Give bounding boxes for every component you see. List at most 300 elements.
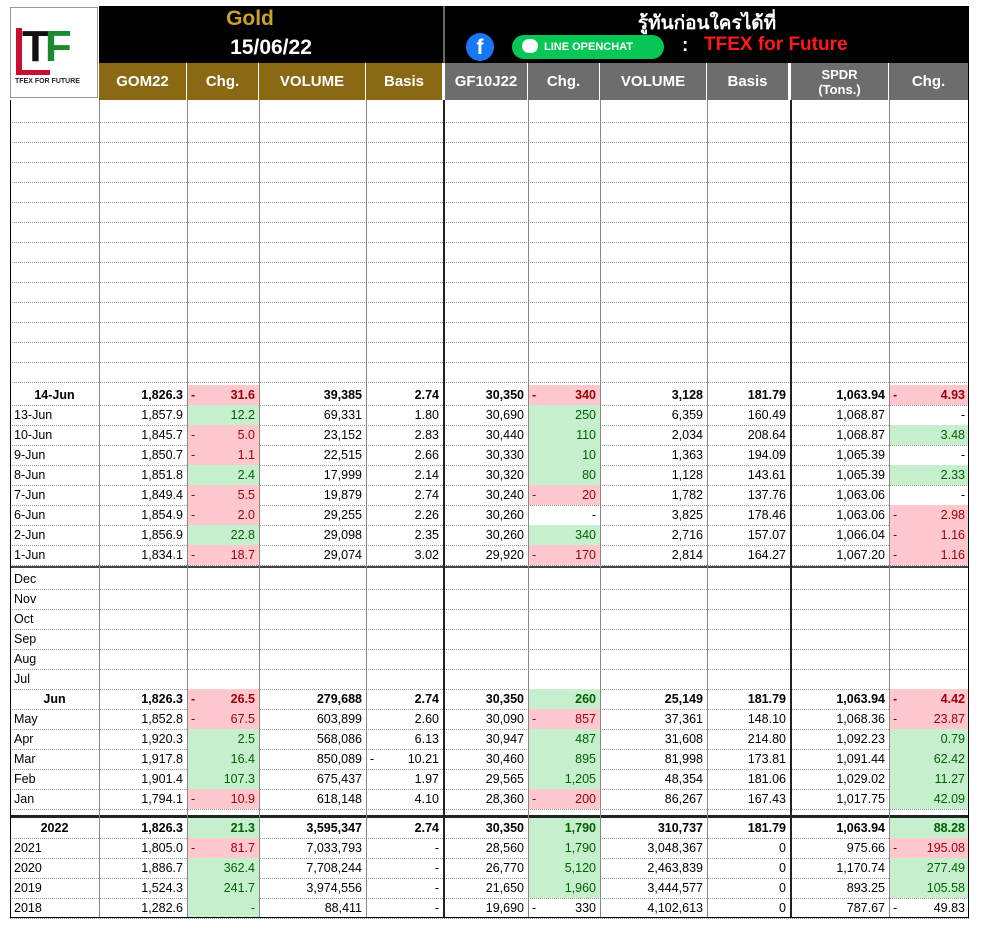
cell-c2: 16.4 (187, 749, 259, 769)
cell-c7: 1,782 (671, 488, 703, 502)
cell-c4: 2.35 (414, 528, 439, 542)
cell-c2: 5.5 - (187, 485, 259, 505)
cell-c7: 25,149 (664, 692, 703, 706)
cell-c8: 194.09 (747, 448, 786, 462)
cell-c4: - (434, 901, 439, 915)
cell-c4: 2.26 (414, 508, 439, 522)
cell-c8: 157.07 (747, 528, 786, 542)
cell-c2: 362.4 (187, 858, 259, 878)
cell-c6: 20 - (528, 485, 600, 505)
minus-sign: - (532, 388, 537, 402)
cell-c9: 975.66 (846, 841, 885, 855)
cell-c8: 214.80 (747, 732, 786, 746)
minus-sign: - (893, 841, 898, 855)
cell-c5: 19,690 (485, 901, 524, 915)
month-label: Jul (14, 672, 30, 686)
cell-c5: 30,350 (485, 388, 524, 402)
section-separator (10, 566, 969, 568)
cell-c9: 1,063.94 (836, 692, 885, 706)
cell-c10: 0.79 (889, 729, 969, 749)
minus-sign: - (893, 548, 898, 562)
row-gridline (10, 242, 969, 243)
column-divider (187, 100, 188, 918)
cell-c3: 7,033,793 (306, 841, 362, 855)
cell-c10: 277.49 (889, 858, 969, 878)
title-suffix: Summary (273, 7, 376, 30)
cell-c3: 19,879 (323, 488, 362, 502)
brand-name: TFEX for Future (704, 34, 848, 55)
cell-c10: 4.42 - (889, 689, 969, 709)
cell-c2: - (187, 898, 259, 918)
col-header-basis-1: Basis (366, 63, 443, 100)
cell-c10: 88.28 (889, 818, 969, 838)
cell-c9: 1,068.36 (836, 712, 885, 726)
cell-c1: 1,805.0 (141, 841, 183, 855)
cell-label: Apr (14, 732, 34, 746)
cell-label: Feb (14, 772, 36, 786)
row-gridline (10, 609, 969, 610)
cell-c10: - (960, 408, 965, 422)
cell-label: 2021 (14, 841, 42, 855)
minus-sign: - (893, 388, 898, 402)
month-label: Sep (14, 632, 37, 646)
cell-c10: 2.98 - (889, 505, 969, 525)
cell-c3: 675,437 (316, 772, 362, 786)
cell-c2: 1.1 - (187, 445, 259, 465)
cell-c3: 29,098 (323, 528, 362, 542)
month-label: Oct (14, 612, 34, 626)
report-date: 15/06/22 (230, 36, 312, 59)
title-prefix: TFEX (166, 7, 227, 30)
col-header-basis-2: Basis (707, 63, 789, 100)
cell-c3: 568,086 (316, 732, 362, 746)
cell-c2: 12.2 (187, 405, 259, 425)
cell-c8: 0 (779, 841, 786, 855)
cell-c6: 330 - (532, 901, 596, 915)
cell-c8: 143.61 (747, 468, 786, 482)
cell-c6: 170 - (528, 545, 600, 565)
col-header-chg-2: Chg. (528, 63, 600, 100)
cell-c7: 2,814 (671, 548, 703, 562)
cell-c3: 22,515 (323, 448, 362, 462)
cell-c1: 1,917.8 (141, 752, 183, 766)
cell-c9: 1,065.39 (836, 448, 885, 462)
cell-c10: 3.48 (889, 425, 969, 445)
cell-c10: 42.09 (889, 789, 969, 809)
minus-sign: - (191, 841, 196, 855)
cell-label: 2018 (14, 901, 42, 915)
row-gridline (10, 809, 969, 810)
cell-c2: 67.5 - (187, 709, 259, 729)
cell-c8: 0 (779, 881, 786, 895)
cell-c4: 10.21 - (370, 752, 439, 766)
cell-c3: 88,411 (324, 901, 362, 915)
cell-c5: 30,260 (485, 528, 524, 542)
cell-c5: 30,330 (485, 448, 524, 462)
cell-c8: 208.64 (747, 428, 786, 442)
column-divider (790, 100, 792, 918)
row-gridline (10, 649, 969, 650)
cell-c5: 30,350 (485, 692, 524, 706)
minus-sign: - (893, 528, 898, 542)
minus-sign: - (191, 488, 196, 502)
table-bottom-border (10, 917, 969, 918)
cell-c1: 1,856.9 (141, 528, 183, 542)
cell-c6: 80 (528, 465, 600, 485)
tfex-logo (10, 7, 98, 98)
cell-c8: 181.79 (747, 821, 786, 835)
row-gridline (10, 629, 969, 630)
cell-c1: 1,920.3 (141, 732, 183, 746)
cell-c4: 2.74 (414, 388, 439, 402)
cell-c6: 895 (528, 749, 600, 769)
cell-c9: 1,066.04 (836, 528, 885, 542)
spdr-label: SPDR (821, 66, 858, 82)
cell-c9: 1,063.06 (836, 488, 885, 502)
cell-c6: 200 - (528, 789, 600, 809)
cell-label: 14-Jun (34, 388, 75, 402)
cell-c3: 29,074 (323, 548, 362, 562)
cell-c8: 173.81 (747, 752, 786, 766)
row-gridline (10, 262, 969, 263)
cell-c2: 22.8 (187, 525, 259, 545)
month-label: Aug (14, 652, 37, 666)
table-right-border (968, 6, 969, 918)
cell-c8: 137.76 (747, 488, 786, 502)
logo-letters: TF (22, 22, 68, 71)
cell-c7: 3,444,577 (647, 881, 703, 895)
row-gridline (10, 322, 969, 323)
cell-c4: 2.83 (414, 428, 439, 442)
col-header-volume-2: VOLUME (600, 63, 707, 100)
minus-sign: - (532, 548, 537, 562)
cell-c7: 2,463,839 (647, 861, 703, 875)
cell-label: Mar (14, 752, 36, 766)
cell-label: 2022 (40, 821, 69, 835)
cell-label: May (14, 712, 38, 726)
cell-c9: 1,063.94 (836, 821, 885, 835)
cell-label: 7-Jun (14, 488, 46, 502)
row-gridline (10, 182, 969, 183)
cell-c3: 17,999 (323, 468, 362, 482)
minus-sign: - (191, 712, 196, 726)
cell-c1: 1,826.3 (141, 388, 183, 402)
cell-c1: 1,282.6 (141, 901, 183, 915)
cell-c10: 195.08 - (889, 838, 969, 858)
line-chat-icon (522, 39, 538, 53)
cell-c7: 37,361 (664, 712, 703, 726)
row-gridline (10, 362, 969, 363)
cell-c6: 250 (528, 405, 600, 425)
cell-c4: 2.74 (414, 692, 439, 706)
cell-c6: 110 (528, 425, 600, 445)
cell-label: 8-Jun (14, 468, 46, 482)
cell-c10: - (960, 488, 965, 502)
line-openchat-label: LINE OPENCHAT (544, 41, 634, 53)
cell-c8: 164.27 (747, 548, 786, 562)
cell-c10: 23.87 - (889, 709, 969, 729)
cell-c9: 1,170.74 (836, 861, 885, 875)
cell-c4: 2.74 (414, 488, 439, 502)
thai-slogan: รู้ทันก่อนใครได้ที่ (637, 12, 777, 34)
row-gridline (10, 282, 969, 283)
cell-c3: 23,152 (323, 428, 362, 442)
cell-c6: 857 - (528, 709, 600, 729)
cell-c1: 1,857.9 (141, 408, 183, 422)
cell-c8: 0 (779, 901, 786, 915)
cell-c6: 260 (528, 689, 600, 709)
cell-c8: 181.06 (747, 772, 786, 786)
col-header-chg-1: Chg. (187, 63, 259, 100)
cell-c3: 618,148 (316, 792, 362, 806)
cell-c10: - (960, 448, 965, 462)
header-divider (443, 6, 445, 63)
col-header-gf10j22: GF10J22 (445, 63, 528, 100)
row-gridline (10, 918, 969, 919)
cell-c9: 1,063.94 (836, 388, 885, 402)
cell-c7: 6,359 (671, 408, 703, 422)
cell-c2: 31.6 - (187, 385, 259, 405)
cell-c9: 1,029.02 (836, 772, 885, 786)
cell-c8: 181.79 (747, 692, 786, 706)
cell-c4: 2.74 (414, 821, 439, 835)
cell-c4: 2.14 (414, 468, 439, 482)
cell-c5: 30,690 (485, 408, 524, 422)
column-divider (259, 100, 260, 918)
cell-label: 2020 (14, 861, 42, 875)
cell-c9: 1,067.20 (836, 548, 885, 562)
cell-label: 10-Jun (14, 428, 53, 442)
facebook-icon[interactable]: f (466, 33, 494, 61)
minus-sign: - (191, 448, 196, 462)
cell-c10: 1.16 - (889, 545, 969, 565)
month-label: Dec (14, 572, 37, 586)
cell-c1: 1,901.4 (141, 772, 183, 786)
cell-label: 1-Jun (14, 548, 46, 562)
cell-c10: 1.16 - (889, 525, 969, 545)
cell-c4: 1.97 (414, 772, 439, 786)
page-title (100, 7, 442, 31)
cell-c6: - (591, 508, 596, 522)
cell-c9: 1,091.44 (836, 752, 885, 766)
cell-c7: 4,102,613 (647, 901, 703, 915)
cell-c5: 28,560 (485, 841, 524, 855)
header-colon: : (682, 35, 689, 56)
cell-label: 6-Jun (14, 508, 46, 522)
cell-c4: - (434, 841, 439, 855)
minus-sign: - (191, 792, 196, 806)
col-header-gom22: GOM22 (99, 63, 187, 100)
minus-sign: - (532, 712, 537, 726)
cell-c1: 1,826.3 (141, 692, 183, 706)
column-divider (707, 100, 708, 918)
line-openchat-button[interactable] (512, 35, 664, 59)
minus-sign: - (191, 548, 196, 562)
cell-c6: 1,205 (528, 769, 600, 789)
cell-c1: 1,834.1 (141, 548, 183, 562)
cell-c7: 3,128 (671, 388, 703, 402)
cell-c9: 1,063.06 (836, 508, 885, 522)
cell-c3: 7,708,244 (306, 861, 362, 875)
cell-c4: - (434, 881, 439, 895)
cell-c10: 11.27 (889, 769, 969, 789)
cell-c3: 850,089 (316, 752, 362, 766)
cell-c6: 10 (528, 445, 600, 465)
cell-c10: 105.58 (889, 878, 969, 898)
cell-c5: 29,920 (485, 548, 524, 562)
cell-c1: 1,886.7 (141, 861, 183, 875)
cell-c2: 18.7 - (187, 545, 259, 565)
cell-label: Jan (14, 792, 35, 806)
cell-label: 9-Jun (14, 448, 46, 462)
cell-c7: 48,354 (664, 772, 703, 786)
row-gridline (10, 589, 969, 590)
cell-c8: 148.10 (747, 712, 786, 726)
cell-c5: 30,350 (485, 821, 524, 835)
cell-c2: 21.3 (187, 818, 259, 838)
cell-c7: 3,048,367 (647, 841, 703, 855)
table-left-border (10, 100, 11, 918)
cell-c7: 310,737 (657, 821, 703, 835)
row-gridline (10, 669, 969, 670)
cell-c10: 49.83 - (893, 901, 965, 915)
cell-c4: 3.02 (414, 548, 439, 562)
cell-c2: 26.5 - (187, 689, 259, 709)
cell-c7: 81,998 (664, 752, 703, 766)
cell-c2: 107.3 (187, 769, 259, 789)
column-divider (366, 100, 367, 918)
cell-c4: - (434, 861, 439, 875)
minus-sign: - (893, 508, 898, 522)
cell-c7: 3,825 (671, 508, 703, 522)
row-gridline (10, 382, 969, 383)
row-gridline (10, 122, 969, 123)
cell-c6: 340 (528, 525, 600, 545)
cell-c7: 86,267 (664, 792, 703, 806)
cell-c3: 69,331 (323, 408, 362, 422)
cell-c9: 893.25 (846, 881, 885, 895)
minus-sign: - (370, 752, 375, 766)
cell-c2: 10.9 - (187, 789, 259, 809)
minus-sign: - (532, 792, 537, 806)
cell-c4: 2.60 (414, 712, 439, 726)
cell-c1: 1,794.1 (141, 792, 183, 806)
cell-c8: 178.46 (747, 508, 786, 522)
cell-c10: 62.42 (889, 749, 969, 769)
minus-sign: - (532, 488, 537, 502)
cell-c8: 0 (779, 861, 786, 875)
cell-c1: 1,850.7 (141, 448, 183, 462)
cell-c3: 3,974,556 (306, 881, 362, 895)
minus-sign: - (191, 692, 196, 706)
row-gridline (10, 142, 969, 143)
cell-c6: 487 (528, 729, 600, 749)
row-gridline (10, 342, 969, 343)
cell-c2: 81.7 - (187, 838, 259, 858)
cell-c6: 1,960 (528, 878, 600, 898)
minus-sign: - (191, 508, 196, 522)
cell-c5: 29,565 (485, 772, 524, 786)
cell-c3: 279,688 (316, 692, 362, 706)
logo-subtitle: TFEX FOR FUTURE (15, 78, 80, 85)
cell-c5: 30,240 (485, 488, 524, 502)
cell-c4: 1.80 (414, 408, 439, 422)
row-gridline (10, 302, 969, 303)
row-gridline (10, 222, 969, 223)
cell-c5: 30,320 (485, 468, 524, 482)
cell-c3: 39,385 (323, 388, 362, 402)
minus-sign: - (191, 428, 196, 442)
cell-c1: 1,854.9 (141, 508, 183, 522)
column-divider (889, 100, 890, 918)
cell-c1: 1,849.4 (141, 488, 183, 502)
cell-c8: 181.79 (747, 388, 786, 402)
column-divider (600, 100, 601, 918)
cell-c1: 1,851.8 (141, 468, 183, 482)
minus-sign: - (893, 712, 898, 726)
column-divider (528, 100, 529, 918)
cell-c5: 30,440 (485, 428, 524, 442)
cell-c7: 1,128 (671, 468, 703, 482)
column-divider (99, 100, 100, 918)
minus-sign: - (532, 901, 537, 915)
cell-c10: 4.93 - (889, 385, 969, 405)
minus-sign: - (191, 388, 196, 402)
cell-c5: 28,360 (485, 792, 524, 806)
row-gridline (10, 162, 969, 163)
minus-sign: - (893, 901, 898, 915)
title-gold: Gold (226, 7, 274, 30)
cell-c4: 2.66 (414, 448, 439, 462)
cell-c5: 21,650 (485, 881, 524, 895)
cell-c3: 603,899 (316, 712, 362, 726)
cell-c2: 2.4 (187, 465, 259, 485)
cell-c3: 3,595,347 (306, 821, 362, 835)
column-divider (443, 100, 445, 918)
cell-c2: 2.5 (187, 729, 259, 749)
month-label: Nov (14, 592, 37, 606)
cell-c5: 30,090 (485, 712, 524, 726)
cell-c5: 30,460 (485, 752, 524, 766)
cell-label: 2019 (14, 881, 42, 895)
cell-c6: 5,120 (528, 858, 600, 878)
cell-c9: 1,065.39 (836, 468, 885, 482)
col-header-volume-1: VOLUME (259, 63, 366, 100)
cell-c10: 2.33 (889, 465, 969, 485)
cell-c8: 167.43 (747, 792, 786, 806)
cell-c7: 2,716 (671, 528, 703, 542)
cell-c1: 1,524.3 (141, 881, 183, 895)
row-gridline (10, 202, 969, 203)
cell-c9: 1,017.75 (836, 792, 885, 806)
cell-c5: 26,770 (485, 861, 524, 875)
cell-c9: 1,068.87 (836, 408, 885, 422)
minus-sign: - (893, 692, 898, 706)
cell-c2: 2.0 - (187, 505, 259, 525)
cell-c3: 29,255 (323, 508, 362, 522)
cell-c6: 340 - (528, 385, 600, 405)
cell-c8: 160.49 (747, 408, 786, 422)
cell-c2: 241.7 (187, 878, 259, 898)
cell-c1: 1,826.3 (141, 821, 183, 835)
cell-c7: 31,608 (664, 732, 703, 746)
cell-label: Jun (43, 692, 66, 706)
cell-c6: 1,790 (528, 838, 600, 858)
cell-c9: 1,068.87 (836, 428, 885, 442)
cell-c1: 1,845.7 (141, 428, 183, 442)
spdr-unit: (Tons.) (818, 81, 861, 97)
cell-c4: 6.13 (414, 732, 439, 746)
